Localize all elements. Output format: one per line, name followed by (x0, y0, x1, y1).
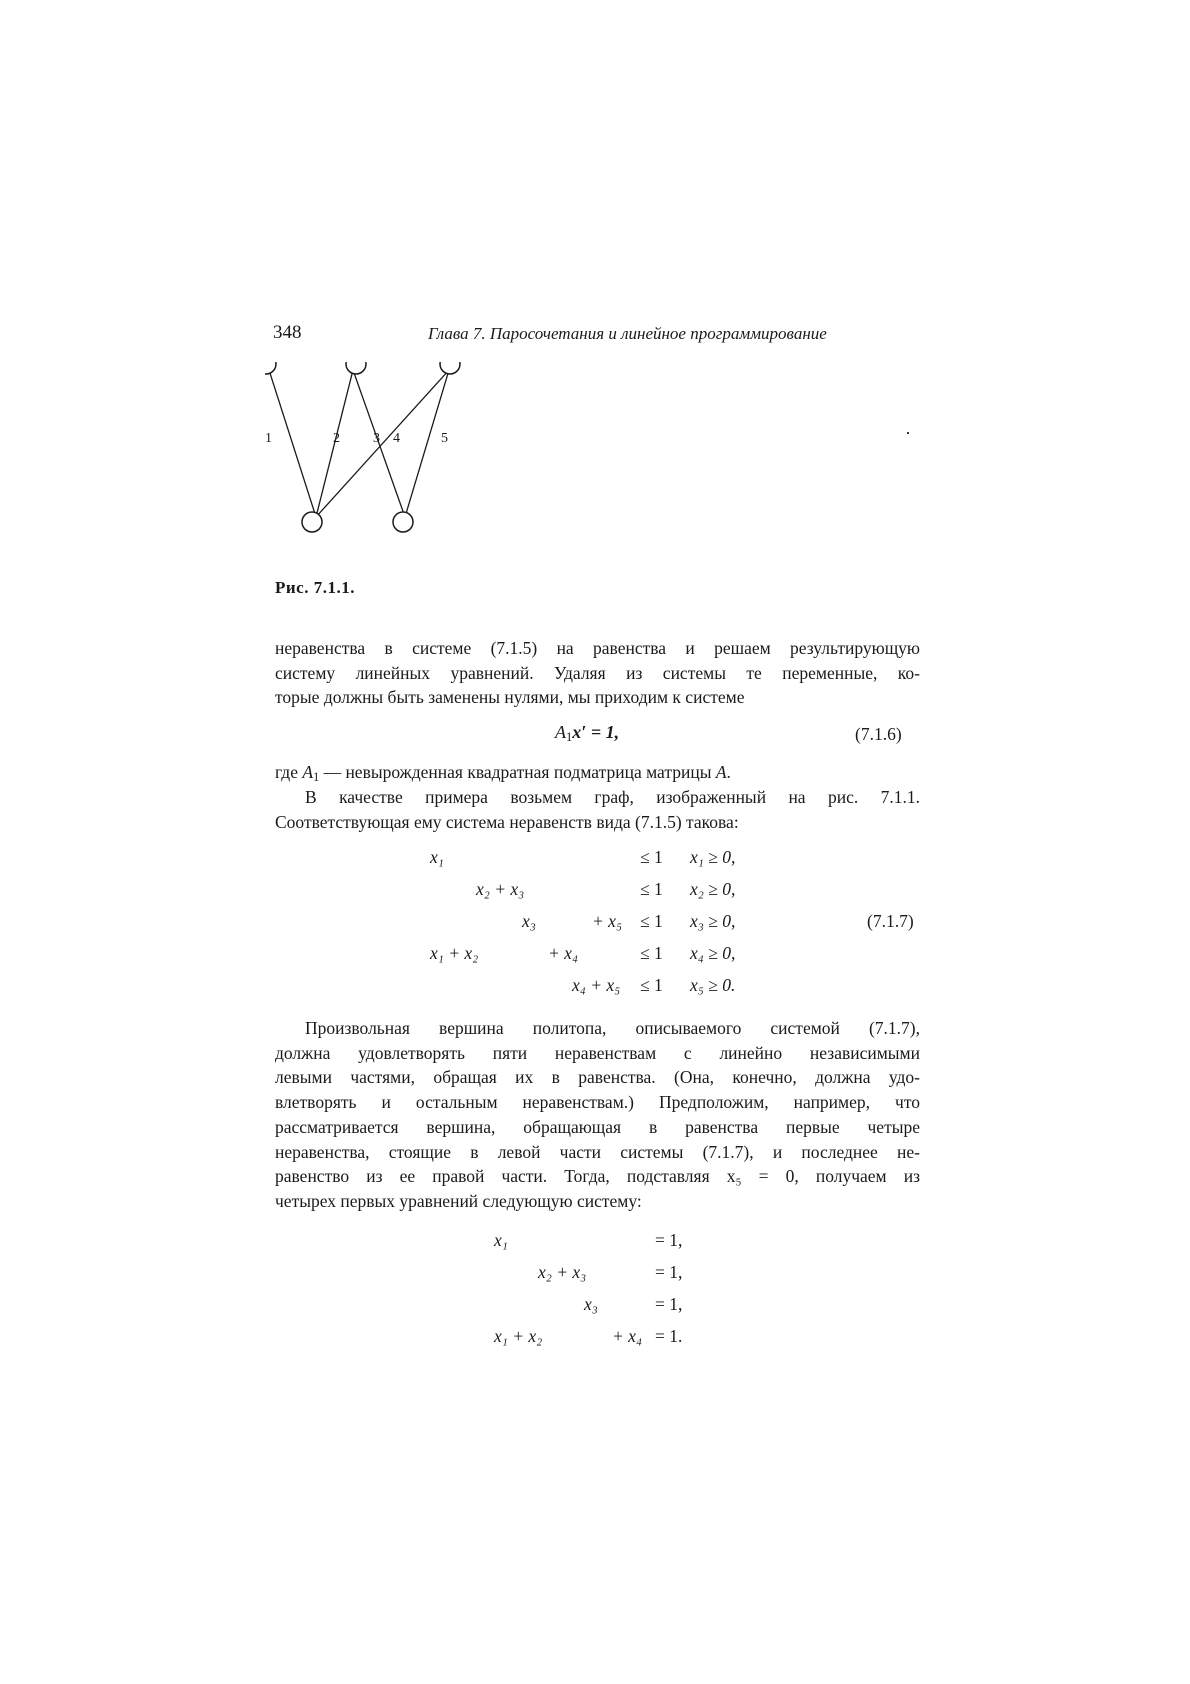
sys-left: x₃ (584, 1294, 598, 1314)
edge-label-3: 3 (373, 431, 380, 446)
sys-right: x₁ ≥ 0, (690, 847, 736, 867)
text-line: неравенства в системе (7.1.5) на равенства и решаем результирующую (275, 638, 920, 658)
sys-left: x₁ (430, 847, 444, 867)
sys-mid: + x₄ (548, 943, 579, 963)
text-run: — невырожденная квадратная подматрица матрицы (319, 762, 716, 782)
equation-number: (7.1.7) (867, 911, 914, 931)
math-subscript: 1 (313, 770, 320, 785)
sys-left: x₁ + x₂ (494, 1326, 543, 1346)
stray-mark (907, 432, 909, 434)
math-symbol: A (302, 762, 314, 782)
equation-number: (7.1.6) (855, 724, 902, 744)
text-line: систему линейных уравнений. Удаляя из системы те переменные, ко- (275, 662, 920, 683)
edge-label-2: 2 (333, 431, 340, 446)
eq-term: A (555, 722, 566, 742)
sys-rhs: = 1, (655, 1262, 683, 1282)
sys-left: x₂ + x₃ (476, 879, 525, 899)
sys-right: x₂ ≥ 0, (690, 879, 736, 899)
paragraph-3 (275, 785, 920, 834)
sys-mid: + x₄ (612, 1326, 643, 1346)
paragraph-4 (275, 1016, 920, 1214)
eq-subscript: 1 (566, 730, 573, 745)
running-title: Глава 7. Паросочетания и линейное программирование (428, 324, 827, 343)
graph-vertex-bottom-1 (302, 512, 322, 532)
text-line: Произвольная вершина политопа, описываемого системой (7.1.7), (305, 1018, 920, 1038)
text-line: должна удовлетворять пяти неравенствам с линейно независимыми (275, 1042, 920, 1063)
edge-label-5: 5 (441, 431, 448, 446)
sys-left: x₁ (494, 1230, 508, 1250)
graph-vertex-bottom-2 (393, 512, 413, 532)
sys-rel: ≤ 1 (640, 943, 663, 963)
sys-right: x₃ ≥ 0, (690, 911, 736, 931)
equation-7-1-6 (555, 722, 619, 745)
eq-term: x′ = 1, (572, 722, 620, 742)
text-line: левыми частями, обращая их в равенства. (Она, конечно, должна удо- (275, 1067, 920, 1088)
sys-rhs: = 1, (655, 1294, 683, 1314)
graph-edge-1 (269, 370, 316, 517)
edge-label-1: 1 (265, 431, 272, 446)
sys-left: x₃ (522, 911, 536, 931)
page-number: 348 (273, 322, 302, 343)
sys-rel: ≤ 1 (640, 975, 663, 995)
text-line: торые должны быть заменены нулями, мы приходим к системе (275, 687, 745, 707)
sys-rel: ≤ 1 (640, 911, 663, 931)
sys-left: x₂ + x₃ (538, 1262, 587, 1282)
text-run: где (275, 762, 303, 782)
text-line: влетворять и остальным неравенствам.) Предположим, например, что (275, 1092, 920, 1113)
figure-caption: Рис. 7.1.1. (275, 578, 355, 597)
bipartite-graph-figure (265, 362, 505, 572)
math-symbol: A (715, 762, 727, 782)
graph-vertex-top-3 (440, 362, 460, 374)
sys-left: x₁ + x₂ (430, 943, 479, 963)
text-line: четырех первых уравнений следующую систему: (275, 1190, 642, 1211)
sys-right: x₅ ≥ 0. (690, 975, 736, 995)
text-run: . (726, 762, 731, 782)
text-line: В качестве примера возьмем граф, изображенный на рис. 7.1.1. (305, 787, 920, 807)
sys-rel: ≤ 1 (640, 847, 663, 867)
sys-right: x₄ ≥ 0, (690, 943, 736, 963)
paragraph-1 (275, 636, 920, 710)
sys-rel: ≤ 1 (640, 879, 663, 899)
sys-left: x₄ + x₅ (572, 975, 621, 995)
sys-rhs: = 1. (655, 1326, 683, 1346)
text-line: рассматривается вершина, обращающая в равенства первые четыре (275, 1116, 920, 1137)
graph-vertex-top-1 (265, 362, 276, 374)
text-line: Соответствующая ему система неравенств вида (7.1.5) такова: (275, 811, 739, 832)
edge-label-4: 4 (393, 431, 400, 446)
sys-rhs: = 1, (655, 1230, 683, 1250)
sys-mid: + x₅ (592, 911, 623, 931)
text-line: равенство из ее правой части. Тогда, подставляя x₅ = 0, получаем из (275, 1166, 920, 1187)
graph-vertex-top-2 (346, 362, 366, 374)
text-line: неравенства, стоящие в левой части системы (7.1.7), и последнее не- (275, 1141, 920, 1162)
